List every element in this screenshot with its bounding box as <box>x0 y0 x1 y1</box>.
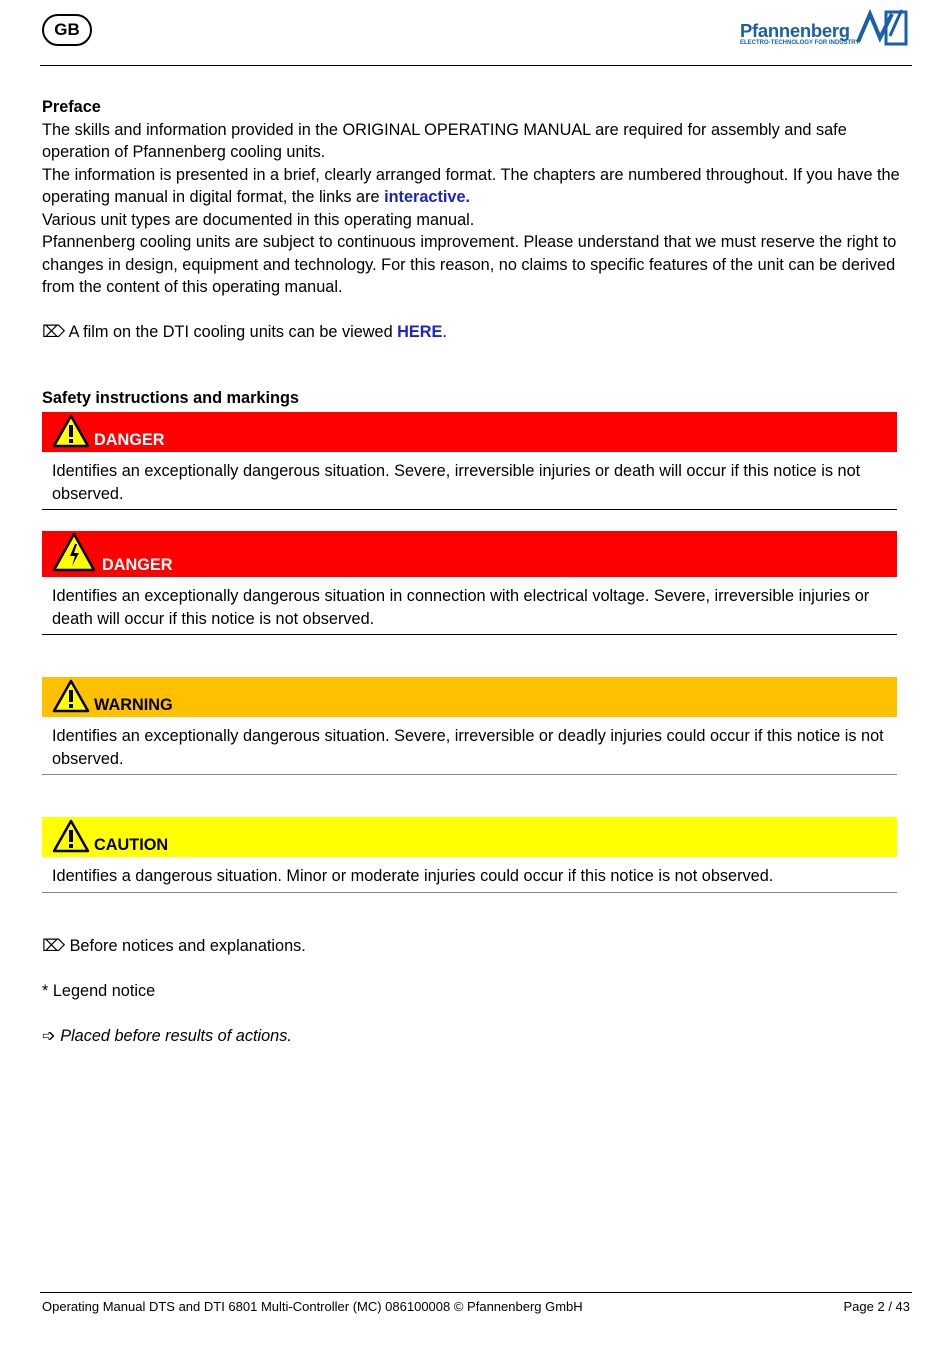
legend-legend <box>42 980 155 1003</box>
notice-symbol-icon: ⌦ <box>42 323 66 341</box>
preface-paragraph-1: The skills and information provided in the ORIGINAL OPERATING MANUAL are required for assembly and safe operation of Pfannenberg cooling units. <box>42 120 847 161</box>
notice-text: Identifies an exceptionally dangerous situation. Severe, irreversible or deadly injuries could occur if this notice is not observed. <box>42 717 897 775</box>
language-badge: GB <box>42 14 92 46</box>
notice-danger-general <box>42 412 897 510</box>
pfannenberg-logo <box>738 6 913 50</box>
warning-triangle-icon <box>52 679 90 713</box>
safety-title: Safety instructions and markings <box>42 389 299 407</box>
page-number: Page 2 / 43 <box>843 1299 910 1314</box>
asterisk-symbol: * <box>42 982 49 1000</box>
logo-tagline: ELECTRO-TECHNOLOGY FOR INDUSTRY <box>740 40 860 46</box>
notice-label: DANGER <box>94 431 165 449</box>
notice-text: Identifies an exceptionally dangerous situation in connection with electrical voltage. Severe, irreversible injuries or death will occur if this notice is not observed. <box>42 577 897 635</box>
notice-danger-electrical <box>42 531 897 635</box>
logo-mark-icon <box>856 6 910 50</box>
notice-bar <box>42 677 897 717</box>
notice-label: CAUTION <box>94 836 169 854</box>
high-voltage-icon <box>52 532 96 572</box>
notice-text: Identifies a dangerous situation. Minor or moderate injuries could occur if this notice is not observed. <box>42 857 897 893</box>
notice-warning <box>42 677 897 775</box>
footer-document-info: Operating Manual DTS and DTI 6801 Multi-Controller (MC) 086100008 © Pfannenberg GmbH <box>42 1299 583 1314</box>
warning-triangle-icon <box>52 414 90 448</box>
preface-p2-text: The information is presented in a brief, clearly arranged format. The chapters are numbered throughout. If you have the operating manual in digital format, the links are <box>42 165 900 206</box>
film-text: A film on the DTI cooling units can be viewed <box>68 323 398 341</box>
notice-label: WARNING <box>94 696 173 714</box>
legend-legend-text: Legend notice <box>52 982 156 1000</box>
result-arrow-icon: ➩ <box>42 1027 56 1045</box>
notice-bar <box>42 531 897 577</box>
film-here-link[interactable]: HERE <box>397 323 443 341</box>
notice-label: DANGER <box>102 556 173 574</box>
notice-caution <box>42 817 897 893</box>
legend-result-text: Placed before results of actions. <box>60 1027 292 1045</box>
interactive-link[interactable]: interactive. <box>384 188 471 206</box>
notice-symbol-icon: ⌦ <box>42 937 66 955</box>
preface-paragraph-3: Various unit types are documented in this operating manual. <box>42 210 475 229</box>
preface-section <box>42 96 908 344</box>
legend-result <box>42 1025 292 1048</box>
notice-bar <box>42 817 897 857</box>
preface-paragraph-4: Pfannenberg cooling units are subject to continuous improvement. Please understand that we must reserve the right to changes in design, equipment and technology. For this reason, no claims to specific features of the unit can be derived from the content of this operating manual. <box>42 233 897 296</box>
film-post: . <box>442 323 447 341</box>
preface-title: Preface <box>42 98 101 116</box>
notice-text: Identifies an exceptionally dangerous situation. Severe, irreversible injuries or death will occur if this notice is not observed. <box>42 452 897 510</box>
legend-notices <box>42 935 306 958</box>
footer-divider <box>40 1292 912 1293</box>
warning-triangle-icon <box>52 819 90 853</box>
film-notice <box>42 321 908 344</box>
header-divider <box>40 65 912 66</box>
logo-name: Pfannenberg <box>740 20 850 41</box>
notice-bar <box>42 412 897 452</box>
preface-paragraph-2 <box>42 164 908 209</box>
legend-notices-text: Before notices and explanations. <box>69 937 306 955</box>
